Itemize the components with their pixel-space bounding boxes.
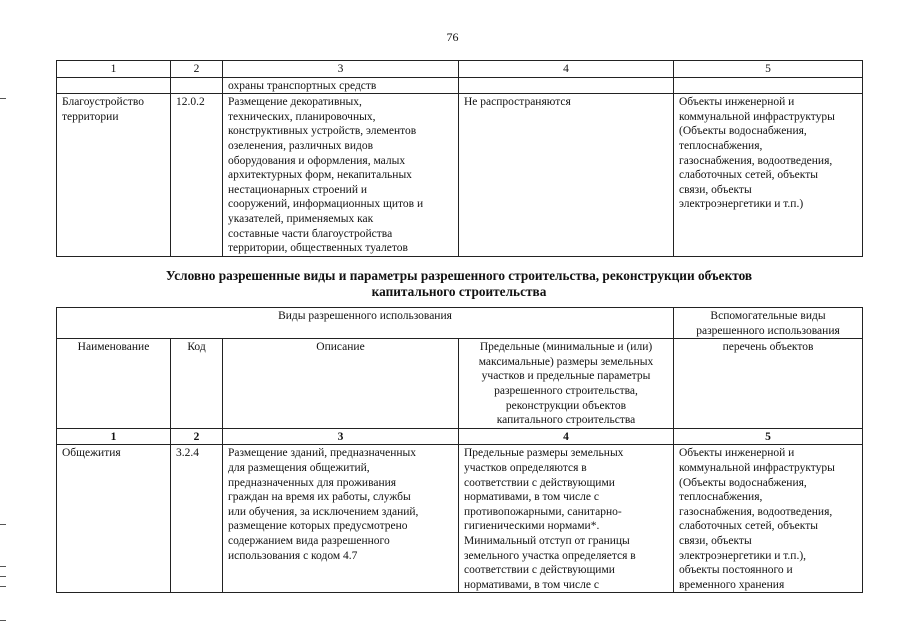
column-number: 4 [459, 61, 674, 78]
column-number: 2 [171, 428, 223, 445]
group-header-auxiliary-uses: Вспомогательные виды разрешенного использования [674, 308, 863, 339]
name-cell: Общежития [57, 445, 171, 593]
column-number: 4 [459, 428, 674, 445]
column-number: 5 [674, 428, 863, 445]
page-number: 76 [446, 30, 459, 44]
column-header-description: Описание [223, 339, 459, 429]
scan-margin-mark [0, 620, 6, 621]
scan-margin-mark [0, 566, 6, 567]
scan-margin-mark [0, 576, 6, 577]
description-cell: Размещение декоративных, технических, планировочных, конструктивных устройств, элементов озеленения, различных видов оборудования и оформления, малых архитектурных форм, некапитальных нестационарных строений и сооружений, информационных щитов и указателей, применяемых как составные части благоустройства территории, общественных туалетов [223, 94, 459, 257]
column-header-code: Код [171, 339, 223, 429]
scan-margin-mark [0, 98, 6, 99]
column-header-params: Предельные (минимальные и (или) максимальные) размеры земельных участков и предельные параметры разрешенного строительства, реконструкции объектов капитального строительства [459, 339, 674, 429]
scan-margin-mark [0, 524, 6, 525]
code-cell: 3.2.4 [171, 445, 223, 593]
name-cell [57, 77, 171, 94]
column-number: 5 [674, 61, 863, 78]
params-cell: Не распространяются [459, 94, 674, 257]
column-number-row [57, 61, 863, 78]
aux-cell [674, 77, 863, 94]
aux-cell: Объекты инженерной и коммунальной инфраструктуры (Объекты водоснабжения, теплоснабжения, газоснабжения, водоотведения, слаботочных сетей, объекты связи, объекты электроэнергетики и т.п.), объекты постоянного и временного хранения [674, 445, 863, 593]
code-cell [171, 77, 223, 94]
params-cell [459, 77, 674, 94]
description-cell: охраны транспортных средств [223, 77, 459, 94]
permitted-use-table-continuation [56, 60, 863, 257]
description-cell: Размещение зданий, предназначенных для размещения общежитий, предназначенных для проживания граждан на время их работы, службы или обучения, за исключением зданий, размещение которых предусмотрено содержанием вида разрешенного использования с кодом 4.7 [223, 445, 459, 593]
table-row [57, 94, 863, 257]
column-number: 1 [57, 61, 171, 78]
section-title: Условно разрешенные виды и параметры разрешенного строительства, реконструкции объектов капитального строительства [165, 268, 753, 299]
aux-cell: Объекты инженерной и коммунальной инфраструктуры (Объекты водоснабжения, теплоснабжения, газоснабжения, водоотведения, слаботочных сетей, объекты связи, объекты электроэнергетики и т.п.) [674, 94, 863, 257]
scan-margin-mark [0, 586, 6, 587]
column-header-row [57, 339, 863, 429]
code-cell: 12.0.2 [171, 94, 223, 257]
name-cell: Благоустройство территории [57, 94, 171, 257]
continuation-row [57, 77, 863, 94]
column-number: 1 [57, 428, 171, 445]
column-number-row [57, 428, 863, 445]
column-number: 3 [223, 61, 459, 78]
group-header-row [57, 308, 863, 339]
params-cell: Предельные размеры земельных участков определяются в соответствии с действующими нормативами, в том числе с противопожарными, санитарно- гигиеническими нормами*. Минимальный отступ от границы земельного участка определяется в соответствии с действующими нормативами, в том числе с [459, 445, 674, 593]
column-number: 2 [171, 61, 223, 78]
column-number: 3 [223, 428, 459, 445]
group-header-permitted-uses: Виды разрешенного использования [57, 308, 674, 339]
column-header-aux: перечень объектов [674, 339, 863, 429]
column-header-name: Наименование [57, 339, 171, 429]
table-row [57, 445, 863, 593]
conditionally-permitted-use-table [56, 307, 863, 593]
